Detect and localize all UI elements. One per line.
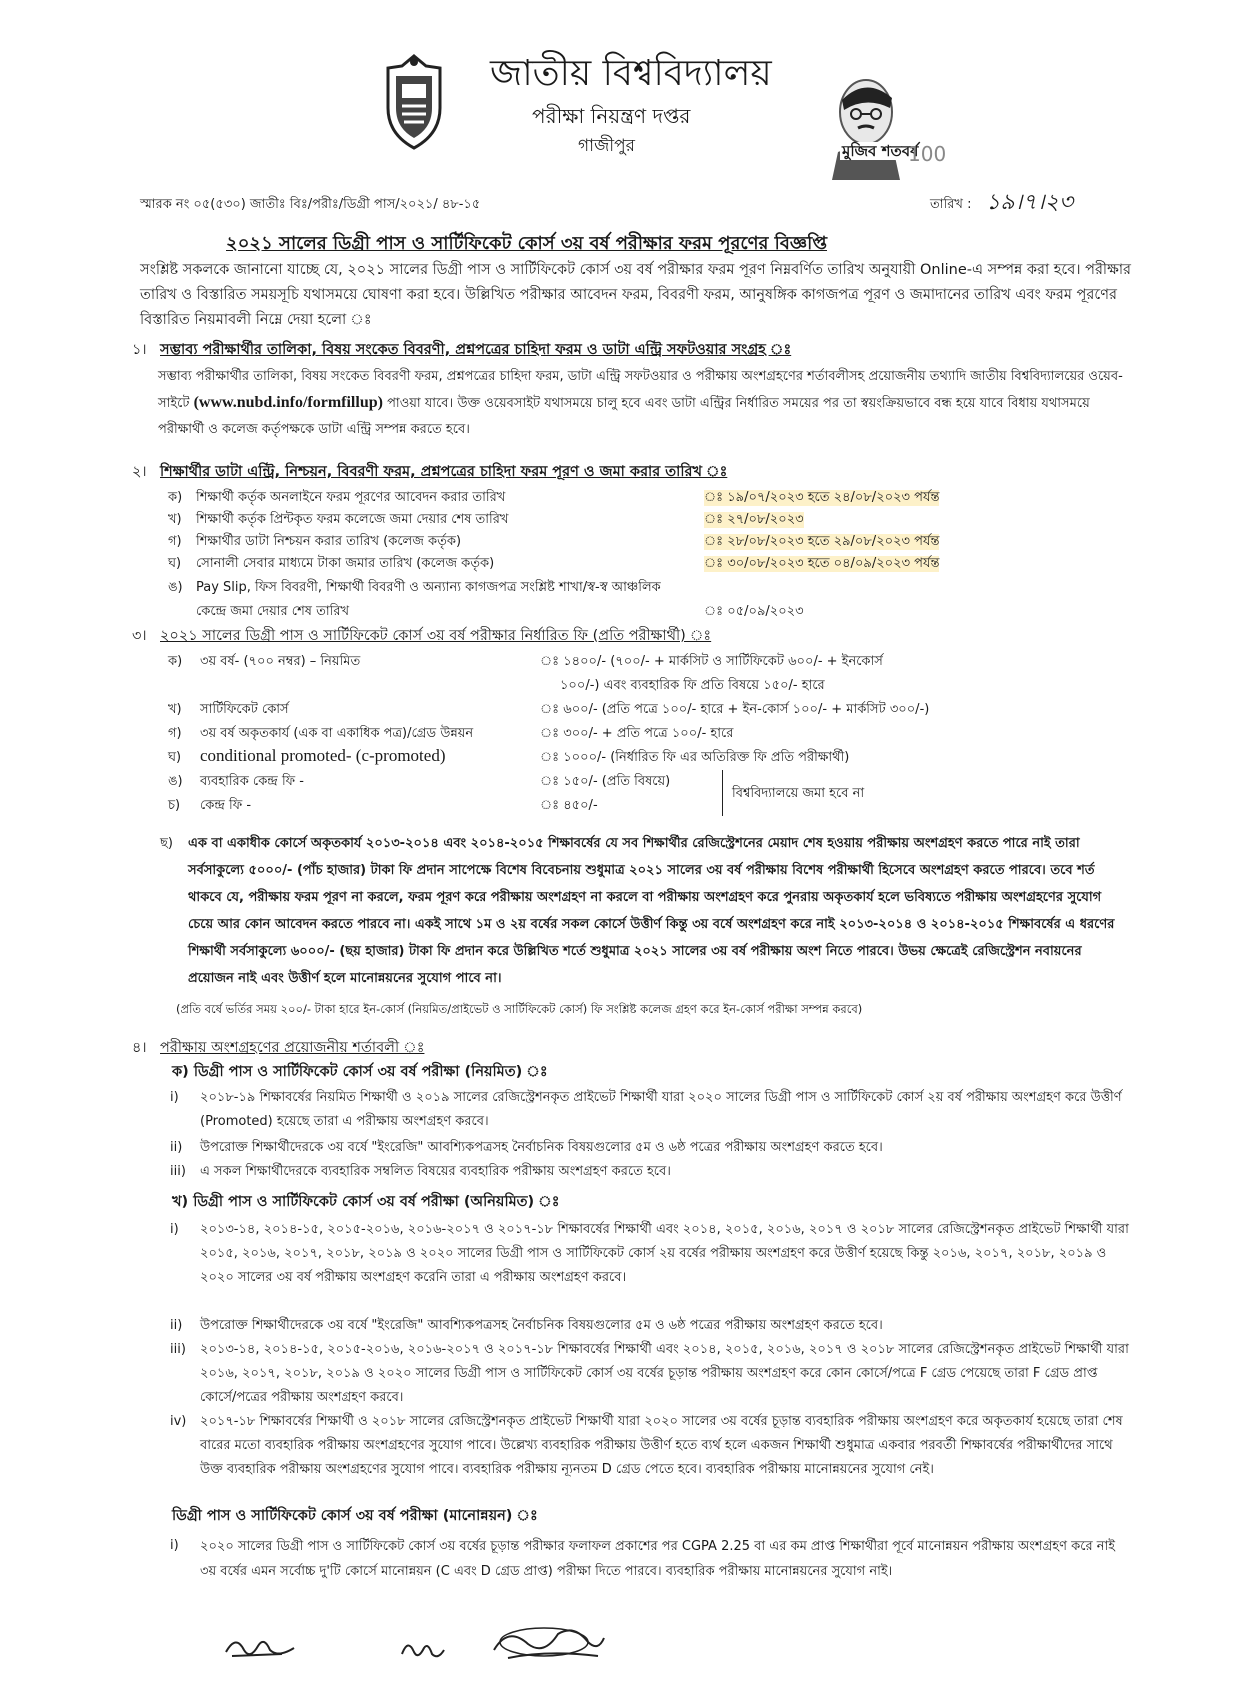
s2-label-a: শিক্ষার্থী কর্তৃক অনলাইনে ফরম পূরণের আবেদন করার তারিখ [196, 490, 506, 505]
s3-label-c: ৩য় বর্ষ অকৃতকার্য (এক বা একাধিক পত্র)/গ্রেড উন্নয়ন [200, 726, 474, 741]
s3-label-f: কেন্দ্র ফি - [200, 798, 252, 813]
s3-value-f: ঃ ৪৫০/- [540, 798, 598, 813]
office-location: গাজীপুর [578, 136, 636, 156]
s3-label-b: সার্টিফিকেট কোর্স [200, 702, 289, 717]
incourse-fee-note: (প্রতি বর্ষে ভর্তির সময় ২০০/- টাকা হারে ইন-কোর্স (নিয়মিত/প্রাইভেট ও সার্টিফিকেট কোর্স) ফি সংশ্লিষ্ট কলেজ গ্রহণ করে ইন-কোর্স পরীক্ষা সম্পন্ন করবে) [176, 1002, 863, 1016]
fee-brace [722, 770, 723, 816]
s3-label-e: ব্যবহারিক কেন্দ্র ফি - [200, 774, 304, 789]
s2-label-e2: কেন্দ্রে জমা দেয়ার শেষ তারিখ [196, 604, 350, 619]
s4-a-text-1: ২০১৮-১৯ শিক্ষাবর্ষের নিয়মিত শিক্ষার্থী ও ২০১৯ সালের রেজিস্ট্রেশনকৃত প্রাইভেট শিক্ষার্থী যারা ২০২০ সালের ডিগ্রী পাস ও সার্টিফিকেট কোর্স ২য় বর্ষ পরীক্ষায় অংশগ্রহণ করে উত্তীর্ণ (Promoted) হয়েছে তারা এ পরীক্ষায় অংশগ্রহণ করবে। [200, 1090, 1122, 1129]
s4-c-text-1: ২০২০ সালের ডিগ্রী পাস ও সার্টিফিকেট কোর্স ৩য় বর্ষের চূড়ান্ত পরীক্ষার ফলাফল প্রকাশের পর CGPA 2.25 বা এর কম প্রাপ্ত শিক্ষার্থীরা পূর্বে মানোন্নয়ন পরীক্ষায় অংশগ্রহণ করে নাই ৩য় বর্ষের এমন সর্বোচ্চ দু'টি কোর্সে মানোন্নয়ন (C এবং D গ্রেড প্রাপ্ত) পরীক্ষা দিতে পারবে। ব্যবহারিক পরীক্ষায় মানোন্নয়নের সুযোগ নাই। [200, 1539, 1116, 1579]
s4-a-heading: ক) ডিগ্রী পাস ও সার্টিফিকেট কোর্স ৩য় বর্ষ পরীক্ষা (নিয়মিত) ঃ [172, 1064, 548, 1080]
signature-2 [398, 1634, 448, 1664]
s4-b-num-1: i) [170, 1222, 179, 1237]
s2-value-c: ঃ ২৮/০৮/২০২৩ হতে ২৯/০৮/২০২৩ পর্যন্ত [704, 534, 940, 549]
section-3-heading: ২০২১ সালের ডিগ্রী পাস ও সার্টিফিকেট কোর্স ৩য় বর্ষ পরীক্ষার নির্ধারিত ফি (প্রতি পরীক্ষার্থী) ঃ [160, 628, 712, 644]
s4-b-num-2: ii) [170, 1318, 183, 1333]
mujib-badge-label: মুজিব শতবর্ষ [842, 142, 919, 160]
s4-a-num-3: iii) [170, 1164, 186, 1179]
s3-value-d: ঃ ১০০০/- (নির্ধারিত ফি এর অতিরিক্ত ফি প্রতি পরীক্ষার্থী) [540, 750, 850, 765]
memo-reference: স্মারক নং ০৫(৫৩০) জাতীঃ বিঃ/পরীঃ/ডিগ্রী পাস/২০২১/ ৪৮-১৫ [140, 197, 481, 212]
s3-value-a2: ১০০/-) এবং ব্যবহারিক ফি প্রতি বিষয়ে ১৫০/- হারে [560, 678, 825, 693]
s3-key-f: চ) [168, 798, 181, 813]
s2-value-a: ঃ ১৯/০৭/২০২৩ হতে ২৪/০৮/২০২৩ পর্যন্ত [704, 490, 940, 505]
s4-b-text-4: ২০১৭-১৮ শিক্ষাবর্ষের শিক্ষার্থী ও ২০১৮ সালের রেজিস্ট্রেশনকৃত প্রাইভেট শিক্ষার্থী যারা ২০২০ সালের ৩য় বর্ষের চূড়ান্ত ব্যবহারিক পরীক্ষায় অংশগ্রহণ করে অকৃতকার্য হয়েছে তারা শেষ বারের মতো ব্যবহারিক পরীক্ষায় অংশগ্রহণের সুযোগ পাবে। উল্লেখ্য ব্যবহারিক পরীক্ষায় উত্তীর্ণ হতে ব্যর্থ হলে একজন শিক্ষার্থী শুধুমাত্র একবার পরবর্তী শিক্ষাবর্ষের পরীক্ষার্থীদের সাথে উক্ত ব্যবহারিক পরীক্ষায় অংশগ্রহণের সুযোগ পাবে। ব্যবহারিক পরীক্ষায় ন্যূনতম D গ্রেড পেতে হবে। ব্যবহারিক পরীক্ষায় মানোন্নয়নের সুযোগ নেই। [200, 1414, 1123, 1477]
s3-key-g: ছ) [160, 836, 173, 851]
memo-date-label: তারিখ : [930, 197, 972, 212]
section-3-number: ৩। [132, 628, 147, 644]
signature-1 [222, 1628, 302, 1664]
notice-title: ২০২১ সালের ডিগ্রী পাস ও সার্টিফিকেট কোর্স ৩য় বর্ষ পরীক্ষার ফরম পূরণের বিজ্ঞপ্তি [226, 233, 828, 254]
s4-b-heading: খ) ডিগ্রী পাস ও সার্টিফিকেট কোর্স ৩য় বর্ষ পরীক্ষা (অনিয়মিত) ঃ [172, 1194, 560, 1210]
s2-key-e: ঙ) [168, 580, 183, 595]
s4-a-num-1: i) [170, 1090, 179, 1105]
s2-key-a: ক) [168, 490, 183, 505]
s4-c-heading: ডিগ্রী পাস ও সার্টিফিকেট কোর্স ৩য় বর্ষ পরীক্ষা (মানোন্নয়ন) ঃ [172, 1508, 538, 1524]
section-2-heading: শিক্ষার্থীর ডাটা এন্ট্রি, নিশ্চয়ন, বিবরণী ফরম, প্রশ্নপত্রের চাহিদা ফরম পূরণ ও জমা করার তারিখ ঃ [160, 464, 728, 480]
s3-value-e: ঃ ১৫০/- (প্রতি বিষয়ে) [540, 774, 671, 789]
s2-key-d: ঘ) [168, 556, 182, 571]
mujib-centenary-badge [808, 70, 947, 182]
fee-brace-note: বিশ্ববিদ্যালয়ে জমা হবে না [732, 786, 865, 801]
s4-a-num-2: ii) [170, 1140, 183, 1155]
mujib-badge-number: 100 [908, 142, 947, 166]
s4-b-text-3: ২০১৩-১৪, ২০১৪-১৫, ২০১৫-২০১৬, ২০১৬-২০১৭ ও ২০১৭-১৮ শিক্ষাবর্ষের শিক্ষার্থী এবং ২০১৪, ২০১৫, ২০১৬, ২০১৭ ও ২০১৮ সালের রেজিস্ট্রেশনকৃত প্রাইভেট শিক্ষার্থী যারা ২০১৬, ২০১৭, ২০১৮, ২০১৯ ও ২০২০ সালের ডিগ্রী পাস ও সার্টিফিকেট কোর্স ৩য় বর্ষের চূড়ান্ত পরীক্ষায় অংশগ্রহণ করে কোন কোর্সে/পত্রে F গ্রেড পেয়েছে তারা F গ্রেড প্রাপ্ত কোর্সে/পত্রের পরীক্ষায় অংশগ্রহণ করবে। [200, 1342, 1129, 1405]
s3-key-a: ক) [168, 654, 183, 669]
section-2-number: ২। [132, 464, 147, 480]
section-1-body-b: পাওয়া যাবে। উক্ত ওয়েবসাইট যথাসময়ে চালু হবে এবং ডাটা এন্ট্রির নির্ধারিত সময়ের পর তা স্বয়ংক্রিয়ভাবে বন্ধ হয়ে যাবে বিধায় যথাসময়ে পরীক্ষার্থী ও কলেজ কর্তৃপক্ষকে ডাটা এন্ট্রি সম্পন্ন করতে হবে। [158, 396, 1090, 437]
s3-key-d: ঘ) [168, 750, 182, 765]
s2-label-c: শিক্ষার্থীর ডাটা নিশ্চয়ন করার তারিখ (কলেজ কর্তৃক) [196, 534, 462, 549]
university-seal-icon [378, 52, 450, 154]
s2-value-b: ঃ ২৭/০৮/২০২৩ [704, 512, 804, 527]
s4-a-text-2: উপরোক্ত শিক্ষার্থীদেরকে ৩য় বর্ষে "ইংরেজি" আবশ্যিকপত্রসহ নৈর্বাচনিক বিষয়গুলোর ৫ম ও ৬ষ্ঠ পত্রের পরীক্ষায় অংশগ্রহণ করতে হবে। [200, 1140, 883, 1155]
section-1-body-a: সম্ভাব্য পরীক্ষার্থীর তালিকা, বিষয় সংকেত বিবরণী ফরম, প্রশ্নপত্রের চাহিদা ফরম, ডাটা এন্ট্রি সফটওয়ার ও পরীক্ষায় অংশগ্রহণের শর্তাবলীসহ প্রয়োজনীয় তথ্যাদি জাতীয় বিশ্ববিদ্যালয়ের ওয়েব-সাইটে [158, 369, 1123, 411]
university-name: জাতীয় বিশ্ববিদ্যালয় [490, 53, 772, 94]
s3-key-b: খ) [168, 702, 182, 717]
s4-b-text-1: ২০১৩-১৪, ২০১৪-১৫, ২০১৫-২০১৬, ২০১৬-২০১৭ ও ২০১৭-১৮ শিক্ষাবর্ষের শিক্ষার্থী এবং ২০১৪, ২০১৫, ২০১৬, ২০১৭ ও ২০১৮ সালের রেজিস্ট্রেশনকৃত প্রাইভেট শিক্ষার্থী যারা ২০১৫, ২০১৬, ২০১৭, ২০১৮, ২০১৯ ও ২০২০ সালের ডিগ্রী পাস ও সার্টিফিকেট কোর্স ২য় বর্ষের পরীক্ষায় অংশগ্রহণ করে উত্তীর্ণ হয়েছে কিন্তু ২০১৬, ২০১৭, ২০১৮, ২০১৯ ও ২০২০ সালের ৩য় বর্ষ পরীক্ষায় অংশগ্রহণ করেনি তারা এ পরীক্ষায় অংশগ্রহণ করবে। [200, 1222, 1129, 1285]
s3-special-paragraph: এক বা একাধীক কোর্সে অকৃতকার্য ২০১৩-২০১৪ এবং ২০১৪-২০১৫ শিক্ষাবর্ষের যে সব শিক্ষার্থীর রেজিস্ট্রেশনের মেয়াদ শেষ হওয়ায় পরীক্ষায় অংশগ্রহণ করতে পারে নাই তারা সর্বসাকুল্যে ৫০০০/- (পাঁচ হাজার) টাকা ফি প্রদান সাপেক্ষে বিশেষ বিবেচনায় শুধুমাত্র ২০২১ সালের ৩য় বর্ষ পরীক্ষায় বিশেষ পরীক্ষার্থী হিসেবে অংশগ্রহণ করতে পারবে। তবে শর্ত থাকবে যে, পরীক্ষায় ফরম পূরণ না করলে, ফরম পূরণ করে পরীক্ষায় অংশগ্রহণ না করলে বা পরীক্ষায় অংশগ্রহণ করে পুনরায় অকৃতকার্য হলে ভবিষ্যতে পরীক্ষায় অংশগ্রহণের সুযোগ চেয়ে আর কোন আবেদন করতে পারবে না। একই সাথে ১ম ও ২য় বর্ষের সকল কোর্সে উত্তীর্ণ কিন্তু ৩য় বর্ষে অংশগ্রহণ করে নাই ২০১৩-২০১৪ ও ২০১৪-২০১৫ শিক্ষাবর্ষের এ ধরণের শিক্ষার্থী সর্বসাকুল্যে ৬০০০/- (ছয় হাজার) টাকা ফি প্রদান করে উল্লিখিত শর্তে শুধুমাত্র ২০২১ সালের ৩য় বর্ষ পরীক্ষায় অংশ নিতে পারবে। উভয় ক্ষেত্রেই রেজিস্ট্রেশন নবায়নের প্রয়োজন নাই এবং উত্তীর্ণ হলে মানোন্নয়নের সুযোগ পাবে না। [188, 836, 1115, 986]
section-1-body [158, 364, 1126, 443]
s2-label-e: Pay Slip, ফিস বিবরণী, শিক্ষার্থী বিবরণী ও অন্যান্য কাগজপত্র সংশ্লিষ্ট শাখা/স্ব-স্ব আঞ্চলিক [196, 580, 661, 595]
formfillup-url: (www.nubd.info/formfillup) [193, 394, 383, 411]
signature-3 [488, 1620, 608, 1666]
s2-label-d: সোনালী সেবার মাধ্যমে টাকা জমার তারিখ (কলেজ কর্তৃক) [196, 556, 495, 571]
section-1-number: ১। [132, 342, 147, 358]
s3-value-b: ঃ ৬০০/- (প্রতি পত্রে ১০০/- হারে + ইন-কোর্স ১০০/- + মার্কসিট ৩০০/-) [540, 702, 930, 717]
s3-key-e: ঙ) [168, 774, 183, 789]
memo-date-value: ১৯।৭।২৩ [986, 190, 1074, 215]
section-1-heading: সম্ভাব্য পরীক্ষার্থীর তালিকা, বিষয় সংকেত বিবরণী, প্রশ্নপত্রের চাহিদা ফরম ও ডাটা এন্ট্রি সফটওয়ার সংগ্রহ ঃ [160, 342, 792, 358]
s3-label-a: ৩য় বর্ষ- (৭০০ নম্বর) – নিয়মিত [200, 654, 361, 669]
s2-key-b: খ) [168, 512, 182, 527]
intro-paragraph: সংশ্লিষ্ট সকলকে জানানো যাচ্ছে যে, ২০২১ সালের ডিগ্রী পাস ও সার্টিফিকেট কোর্স ৩য় বর্ষ পরীক্ষার ফরম পূরণ নিম্নবর্ণিত তারিখ অনুযায়ী Online-এ সম্পন্ন করা হবে। পরীক্ষার তারিখ ও বিস্তারিত সময়সূচি যথাসময়ে ঘোষণা করা হবে। উল্লিখিত পরীক্ষার আবেদন ফরম, বিবরণী ফরম, আনুষঙ্গিক কাগজপত্র পূরণ ও জমাদানের তারিখ এবং ফরম পূরণের বিস্তারিত নিয়মাবলী নিম্নে দেয়া হলো ঃ [140, 262, 1132, 328]
s2-value-e: ঃ ০৫/০৯/২০২৩ [704, 604, 804, 619]
s4-c-num-1: i) [170, 1538, 179, 1553]
s2-label-b: শিক্ষার্থী কর্তৃক প্রিন্টকৃত ফরম কলেজে জমা দেয়ার শেষ তারিখ [196, 512, 509, 527]
s4-b-text-2: উপরোক্ত শিক্ষার্থীদেরকে ৩য় বর্ষে "ইংরেজি" আবশ্যিকপত্রসহ নৈর্বাচনিক বিষয়গুলোর ৫ম ও ৬ষ্ঠ পত্রের পরীক্ষায় অংশগ্রহণ করতে হবে। [200, 1318, 883, 1333]
s3-label-d: conditional promoted- (c-promoted) [200, 746, 446, 765]
s4-b-num-4: iv) [170, 1414, 187, 1429]
s3-key-c: গ) [168, 726, 182, 741]
office-name: পরীক্ষা নিয়ন্ত্রণ দপ্তর [532, 104, 691, 128]
section-4-heading: পরীক্ষায় অংশগ্রহণের প্রয়োজনীয় শর্তাবলী ঃ [160, 1040, 425, 1056]
s2-value-d: ঃ ৩০/০৮/২০২৩ হতে ০৪/০৯/২০২৩ পর্যন্ত [704, 556, 940, 571]
s2-key-c: গ) [168, 534, 182, 549]
section-4-number: ৪। [132, 1040, 147, 1056]
s3-value-a: ঃ ১৪০০/- (৭০০/- + মার্কসিট ও সার্টিফিকেট ৬০০/- + ইনকোর্স [540, 654, 883, 669]
s3-value-c: ঃ ৩০০/- + প্রতি পত্রে ১০০/- হারে [540, 726, 734, 741]
s4-a-text-3: এ সকল শিক্ষার্থীদেরকে ব্যবহারিক সম্বলিত বিষয়ের ব্যবহারিক পরীক্ষায় অংশগ্রহণ করতে হবে। [200, 1164, 671, 1179]
s4-b-num-3: iii) [170, 1342, 186, 1357]
